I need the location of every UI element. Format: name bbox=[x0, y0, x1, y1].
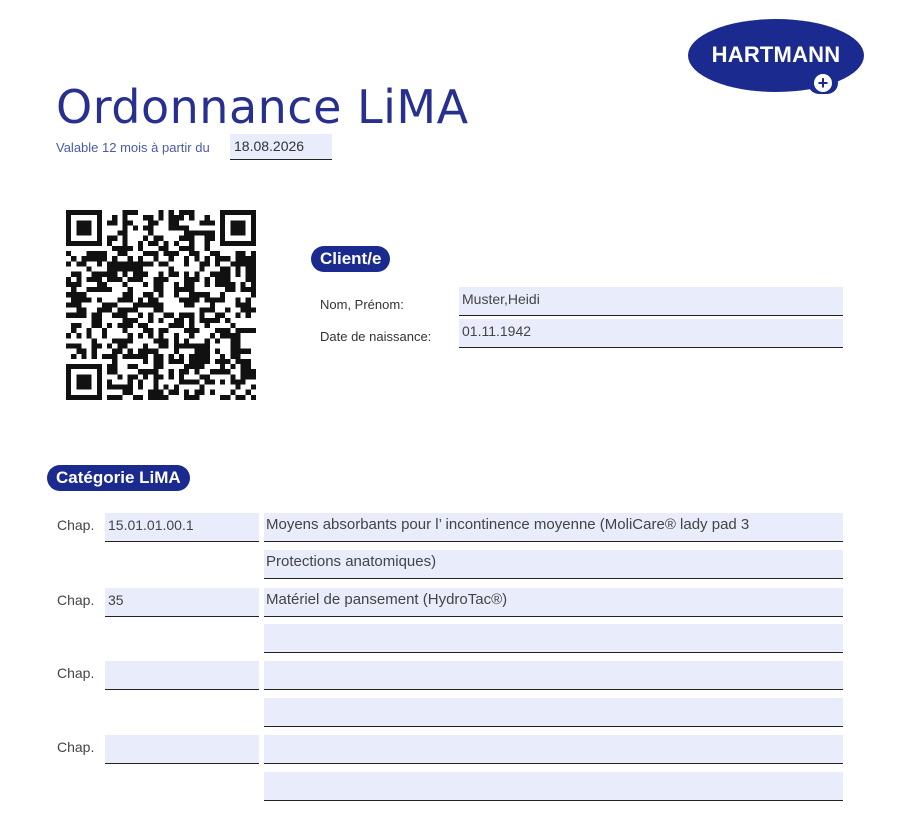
category-description-field[interactable] bbox=[264, 772, 843, 801]
category-description-field[interactable] bbox=[264, 735, 843, 764]
category-description-field[interactable]: Moyens absorbants pour l’ incontinence moyenne (MoliCare® lady pad 3 bbox=[264, 513, 843, 542]
hartmann-logo bbox=[688, 19, 864, 92]
chap-label: Chap. bbox=[57, 517, 95, 533]
logo-text: HARTMANN bbox=[711, 42, 841, 67]
name-field[interactable]: Muster,Heidi bbox=[459, 287, 843, 316]
category-description-field[interactable]: Protections anatomiques) bbox=[264, 550, 843, 579]
dob-field[interactable]: 01.11.1942 bbox=[459, 319, 843, 348]
category-description-field[interactable] bbox=[264, 698, 843, 727]
plus-icon: + bbox=[808, 72, 838, 94]
name-label: Nom, Prénom: bbox=[320, 297, 404, 312]
chap-label: Chap. bbox=[57, 739, 95, 755]
chap-label: Chap. bbox=[57, 665, 95, 681]
chap-code-field[interactable]: 35 bbox=[105, 588, 259, 617]
page-title: Ordonnance LiMA bbox=[56, 80, 469, 134]
category-description-field[interactable]: Matériel de pansement (HydroTac®) bbox=[264, 588, 843, 617]
validity-label: Valable 12 mois à partir du bbox=[56, 140, 210, 155]
qr-code-icon bbox=[66, 210, 256, 400]
validity-date-field[interactable]: 18.08.2026 bbox=[230, 134, 332, 160]
chap-code-field[interactable]: 15.01.01.00.1 bbox=[105, 513, 259, 542]
chap-label: Chap. bbox=[57, 592, 95, 608]
category-description-field[interactable] bbox=[264, 661, 843, 690]
dob-label: Date de naissance: bbox=[320, 329, 432, 344]
category-section-badge: Catégorie LiMA bbox=[47, 465, 190, 491]
chap-code-field[interactable] bbox=[105, 661, 259, 690]
client-section-badge: Client/e bbox=[311, 246, 390, 272]
category-description-field[interactable] bbox=[264, 624, 843, 653]
chap-code-field[interactable] bbox=[105, 735, 259, 764]
